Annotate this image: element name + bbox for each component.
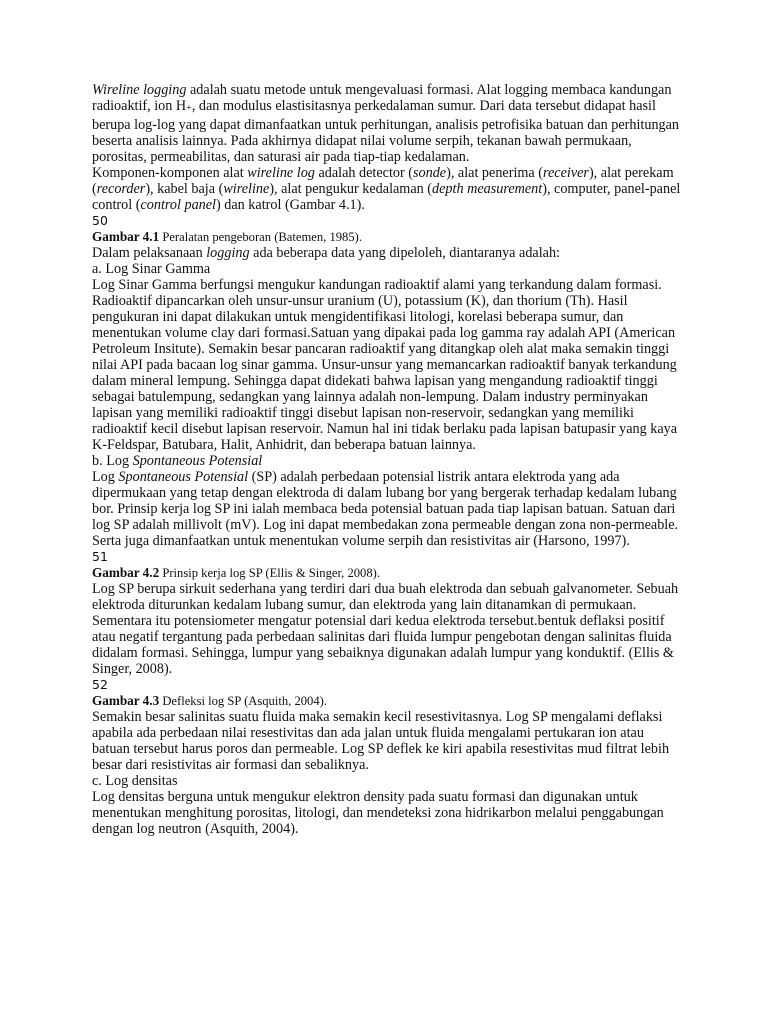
figure-caption-text: Peralatan pengeboran (Batemen, 1985). [159, 230, 362, 244]
superscript-plus: + [186, 103, 192, 114]
page-number: 52 [92, 677, 108, 692]
text-run: ada beberapa data yang dipeloleh, diantaranya adalah: [249, 245, 560, 261]
section-heading: a. Log Sinar Gamma [92, 261, 211, 277]
components-paragraph [92, 165, 682, 213]
section-heading [92, 453, 682, 469]
density-log-paragraph: Log densitas berguna untuk mengukur elektron density pada suatu formasi dan digunakan untuk menentukan menghitung porositas, litologi, dan mendeteksi zona hidrikarbon melalui penggabungan dengan log neutron (Asquith, 2004). [92, 789, 664, 837]
figure-caption-text: Defleksi log SP (Asquith, 2004). [159, 694, 327, 708]
italic-term: control panel [140, 197, 216, 213]
document-page [92, 82, 682, 837]
italic-term: wireline [223, 181, 270, 197]
text-run: ), alat pengukur kedalaman ( [269, 181, 433, 197]
text-run: Log [92, 469, 119, 485]
text-run: (SP) adalah perbedaan potensial listrik antara elektroda yang ada dipermukaan yang tetap dengan elektroda di dalam lubang bor yang bergerak terhadap kedalam lubang bor. Prinsip kerja log SP ini ialah membaca beda potensial batuan pada tiap lapisan batuan. Satuan dari log SP adalah millivolt (mV). Log ini dapat membedakan zona permeable dengan zona non-permeable. Serta juga dimanfaatkan untuk menentukan volume serpih dan resistivitas air (Harsono, 1997). [92, 469, 679, 549]
sp-log-paragraph [92, 469, 682, 549]
text-run: Dalam pelaksanaan [92, 245, 207, 261]
text-run: ) dan katrol (Gambar 4.1). [216, 197, 365, 213]
text-run: ), computer, panel-panel control ( [92, 181, 681, 213]
page-number: 50 [92, 213, 108, 228]
gamma-ray-paragraph: Log Sinar Gamma berfungsi mengukur kandungan radioaktif alami yang terkandung dalam formasi. Radioaktif dipancarkan oleh unsur-unsur uranium (U), potassium (K), dan thorium (Th). Hasil pengukuran ini dapat dilakukan untuk mengidentifikasi litologi, korelasi beberapa sumur, dan menentukan volume clay dari formasi.Satuan yang dipakai pada log gamma ray adalah API (American Petroleum Insitute). Semakin besar pancaran radioaktif yang ditangkap oleh alat maka semakin tinggi nilai API pada bacaan log sinar gamma. Unsur-unsur yang memancarkan radioaktif banyak terkandung dalam mineral lempung. Sehingga dapat didekati bahwa lapisan yang mengandung radioaktif tinggi sebagai batulempung, sedangkan yang lainnya adalah non-lempung. Dalam industry perminyakan lapisan yang memiliki radioaktif tinggi disebut lapisan non-reservoir, sedangkan yang memiliki radioaktif kecil disebut lapisan reservoir. Namun hal ini tidak berlaku pada lapisan batupasir yang kaya K-Feldspar, Batubara, Halit, Anhidrit, dan beberapa batuan lainnya. [92, 277, 678, 453]
text-run: , dan modulus elastisitasnya perkedalaman sumur. Dari data tersebut didapat hasil berupa log-log yang dapat dimanfaatkan untuk perhitungan, analisis petrofisika batuan dan perhitungan beserta analisis lainnya. Pada akhirnya didapat nilai volume serpih, tekanan bawah permukaan, porositas, permeabilitas, dan saturasi air pada tiap-tiap kedalaman. [92, 98, 680, 165]
italic-term: Spontaneous Potensial [118, 469, 249, 485]
sp-deflection-paragraph: Semakin besar salinitas suatu fluida maka semakin kecil resestivitasnya. Log SP mengalami deflaksi apabila ada perbedaan nilai resestivitas dan ada jalan untuk fluida mengalami pertukaran ion atau batuan tersebut harus poros dan permeable. Log SP deflek ke kiri apabila resestivitas mud filtrat lebih besar dari resistivitas air formasi dan sebaliknya. [92, 709, 670, 773]
text-run: adalah suatu metode untuk mengevaluasi formasi. Alat logging membaca kandungan radioaktif, ion H [92, 82, 672, 114]
section-heading: c. Log densitas [92, 773, 178, 789]
italic-term: logging [206, 245, 250, 261]
italic-term: sonde [412, 165, 447, 181]
figure-label: Gambar 4.1 [92, 229, 160, 244]
figure-caption-text: Prinsip kerja log SP (Ellis & Singer, 2008). [159, 566, 380, 580]
text-run: ), alat penerima ( [446, 165, 543, 181]
figure-label: Gambar 4.2 [92, 565, 160, 580]
italic-term: depth measurement [432, 181, 543, 197]
figure-caption [92, 565, 682, 581]
italic-term: receiver [543, 165, 589, 181]
text-run: Komponen-komponen alat [92, 165, 248, 181]
figure-label: Gambar 4.3 [92, 693, 160, 708]
sp-circuit-paragraph: Log SP berupa sirkuit sederhana yang terdiri dari dua buah elektroda dan sebuah galvanometer. Sebuah elektroda diturunkan kedalam lubang sumur, dan elektroda yang lain ditanamkan di permukaan. Sementara itu potensiometer mengatur potensial dari kedua elektroda tersebut.bentuk deflaksi positif atau negatif tergantung pada perbedaan salinitas dari fluida lumpur pengebotan dengan salinitas fluida didalam formasi. Sehingga, lumpur yang sebaiknya digunakan adalah lumpur yang konduktif. (Ellis & Singer, 2008). [92, 581, 679, 677]
text-run: ), alat perekam ( [92, 165, 674, 197]
page-number: 51 [92, 549, 108, 564]
figure-caption [92, 229, 682, 245]
text-run: ), kabel baja ( [145, 181, 224, 197]
wireline-logging-term: Wireline logging [92, 82, 187, 98]
figure-caption [92, 693, 682, 709]
text-run: adalah detector ( [314, 165, 413, 181]
italic-term: Spontaneous Potensial [132, 453, 263, 469]
logging-data-paragraph [92, 245, 682, 261]
intro-paragraph [92, 82, 682, 165]
italic-term: wireline log [247, 165, 315, 181]
text-run: b. Log [92, 453, 133, 469]
italic-term: recorder [96, 181, 146, 197]
